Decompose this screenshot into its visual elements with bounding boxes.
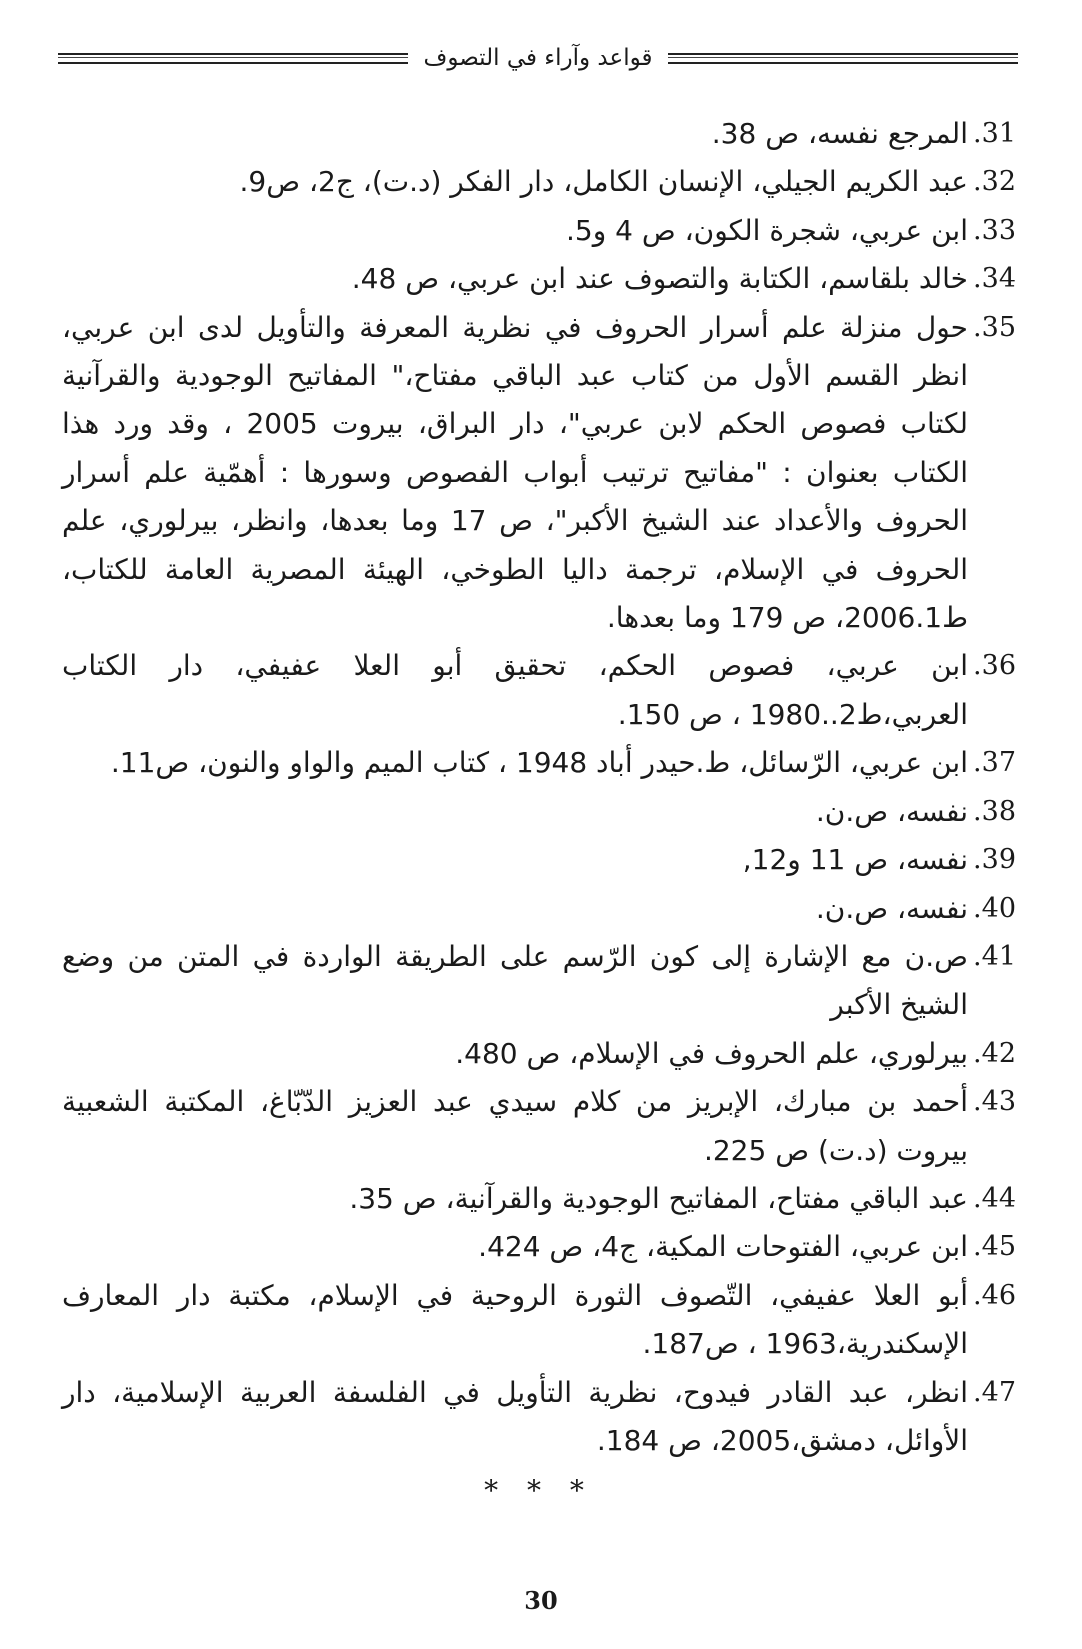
endnote-text: ابن عربي، فصوص الحكم، تحقيق أبو العلا عفيفي، دار الكتاب العربي،ط2..1980 ، ص 150. — [62, 649, 968, 731]
endnote-text: عبد الكريم الجيلي، الإنسان الكامل، دار الفكر (د.ت)، ج2، ص9. — [239, 165, 968, 199]
endnote — [62, 110, 1016, 158]
endnotes-list — [62, 110, 1016, 1516]
endnote-text: أبو العلا عفيفي، التّصوف الثورة الروحية في الإسلام، مكتبة دار المعارف الإسكندرية،1963 ، ص187. — [62, 1278, 968, 1361]
endnote — [62, 1175, 1016, 1223]
endnote-text: نفسه، ص.ن. — [815, 794, 968, 828]
endnote — [62, 304, 1016, 643]
page-number: 30 — [524, 1586, 558, 1615]
endnote — [62, 207, 1016, 255]
endnote-number: 41. — [973, 940, 1016, 972]
endnote — [62, 885, 1016, 933]
endnote-text: ابن عربي، شجرة الكون، ص 4 و5. — [565, 213, 968, 247]
endnote-number: 36. — [973, 650, 1016, 682]
endnote-number: 39. — [973, 844, 1016, 876]
endnote-text: نفسه، ص.ن. — [815, 891, 968, 925]
endnote-text: انظر، عبد القادر فيدوح، نظرية التأويل في الفلسفة العربية الإسلامية، دار الأوائل، دمشق،2005، ص 184. — [62, 1375, 968, 1457]
endnote-number: 37. — [973, 747, 1016, 779]
endnote-number: 38. — [973, 795, 1016, 827]
endnote — [62, 739, 1016, 787]
header-rule-right — [668, 53, 1018, 64]
endnote-number: 33. — [973, 214, 1016, 246]
endnote-text: ابن عربي، الفتوحات المكية، ج4، ص 424. — [478, 1230, 968, 1264]
endnote-text: خالد بلقاسم، الكتابة والتصوف عند ابن عربي، ص 48. — [351, 262, 968, 296]
endnote-text: ص.ن مع الإشارة إلى كون الرّسم على الطريقة الواردة في المتن من وضع الشيخ الأكبر — [62, 939, 968, 1022]
endnote — [62, 1272, 1016, 1369]
endnote-text: ابن عربي، الرّسائل، ط.حيدر أباد 1948 ، كتاب الميم والواو والنون، ص11. — [110, 746, 968, 780]
endnote-text: عبد الباقي مفتاح، المفاتيح الوجودية والقرآنية، ص 35. — [349, 1181, 968, 1215]
endnote-number: 40. — [973, 892, 1016, 924]
endnote-number: 43. — [973, 1086, 1016, 1118]
header-rule-left — [58, 53, 408, 64]
endnote-text: المرجع نفسه، ص 38. — [711, 117, 968, 150]
header-title: قواعد وآراء في التصوف — [423, 45, 653, 71]
endnote — [62, 255, 1016, 303]
endnote-number: 46. — [973, 1279, 1016, 1311]
endnote-number: 42. — [973, 1037, 1016, 1069]
endnote — [62, 1078, 1016, 1175]
endnote-number: 32. — [973, 166, 1016, 198]
endnote-number: 35. — [973, 311, 1016, 343]
endnote-text: حول منزلة علم أسرار الحروف في نظرية المعرفة والتأويل لدى ابن عربي، انظر القسم الأول من كتاب عبد الباقي مفتاح،" المفاتيح الوجودية والقرآنية لكتاب فصوص الحكم لابن عربي"، دار البراق، بيروت 2005 ، وقد ورد هذا الكتاب بعنوان : "مفاتيح ترتيب أبواب الفصوص وسورها : أهمّية علم أسرار الحروف والأعداد عند الشيخ الأكبر"، ص 17 وما بعدها، وانظر، بيرلوري، علم الحروف في الإسلام، ترجمة داليا الطوخي، الهيئة المصرية العامة للكتاب، ط2006.1، ص 179 وما بعدها. — [62, 310, 968, 635]
endnote — [62, 158, 1016, 206]
endnote — [62, 788, 1016, 836]
running-header — [58, 38, 1018, 78]
endnote-text: نفسه، ص 11 و12, — [742, 843, 968, 877]
endnote — [62, 836, 1016, 884]
endnote-text: أحمد بن مبارك، الإبريز من كلام سيدي عبد العزيز الدّبّاغ، المكتبة الشعبية بيروت (د.ت) ص 225. — [62, 1085, 968, 1167]
section-separator: * * * — [484, 1474, 594, 1508]
endnote — [62, 1030, 1016, 1078]
endnote — [62, 1369, 1016, 1466]
endnote-number: 34. — [973, 263, 1016, 295]
endnote — [62, 642, 1016, 739]
endnote — [62, 1223, 1016, 1271]
endnote-number: 44. — [973, 1182, 1016, 1214]
endnote-number: 47. — [973, 1376, 1016, 1408]
endnote-text: بيرلوري، علم الحروف في الإسلام، ص 480. — [455, 1036, 968, 1070]
endnote-number: 31. — [973, 118, 1016, 149]
endnote-number: 45. — [973, 1231, 1016, 1263]
endnote — [62, 933, 1016, 1030]
